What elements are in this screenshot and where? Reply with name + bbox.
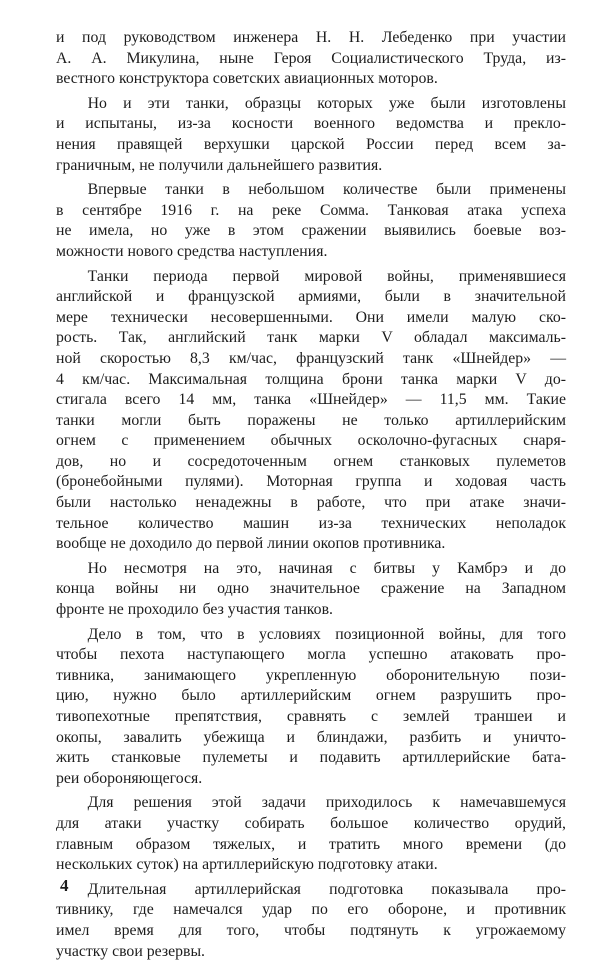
text-line: А. А. Микулина, ныне Героя Социалистического Труда, из- xyxy=(56,49,566,67)
text-line: тивнику, где намечался удар по его обороне, и противник xyxy=(56,901,566,919)
text-line: окопы, завалить убежища и блиндажи, разбить и уничто- xyxy=(56,728,566,746)
text-line: стигала всего 14 мм, танка «Шнейдер» — 11,5 мм. Такие xyxy=(56,391,566,409)
text-line: реи обороняющегося. xyxy=(56,769,203,787)
text-line: Для решения этой задачи приходилось к намечавшемуся xyxy=(87,794,566,812)
text-line: Дело в том, что в условиях позиционной войны, для того xyxy=(87,625,566,643)
text-line: и испытаны, из-за косности военного ведомства и прекло- xyxy=(56,115,566,133)
text-line: вестного конструктора советских авиационных моторов. xyxy=(56,70,438,88)
text-line: и под руководством инженера Н. Н. Лебеденко при участии xyxy=(56,29,566,46)
paragraph xyxy=(56,94,566,176)
text-line: были настолько ненадежны в работе, что при атаке значи- xyxy=(56,494,566,512)
text-line: для атаки участку собирать большое количество орудий, xyxy=(56,814,566,832)
text-line: рость. Так, английский танк марки V обладал максималь- xyxy=(56,329,566,347)
page-number: 4 xyxy=(60,876,69,895)
text-line: имел время для того, чтобы подтянуть к угрожаемому xyxy=(56,921,566,939)
text-line: главным образом тяжелых, и тратить много времени (до xyxy=(56,835,566,853)
text-line: мере технически несовершенными. Они имели малую ско- xyxy=(56,308,566,326)
paragraph xyxy=(56,559,566,621)
text-line: 4 км/час. Максимальная толщина брони танка марки V до- xyxy=(56,370,566,388)
text-line: Танки периода первой мировой войны, применявшиеся xyxy=(87,267,566,285)
text-line: Но несмотря на это, начиная с битвы у Камбрэ и до xyxy=(87,559,566,577)
text-line: огнем с применением обычных осколочно-фугасных снаря- xyxy=(56,432,566,450)
text-line: тивника, занимающего укрепленную оборонительную пози- xyxy=(56,666,566,684)
text-line: в сентябре 1916 г. на реке Сомма. Танковая атака успеха xyxy=(56,201,566,219)
text-line: фронте не проходило без участия танков. xyxy=(56,601,333,619)
text-line: тельное количество машин из-за технических неполадок xyxy=(56,514,566,532)
paragraph xyxy=(56,28,566,90)
text-line: граничным, не получили дальнейшего развития. xyxy=(56,156,383,174)
text-line: не имела, но уже в этом сражении выявились боевые воз- xyxy=(56,222,566,240)
text-line: (бронебойными пулями). Моторная группа и ходовая часть xyxy=(56,473,566,491)
text-line: чтобы пехота наступающего могла успешно атаковать про- xyxy=(56,646,566,664)
text-line: танки могли быть поражены не только артиллерийским xyxy=(56,411,566,429)
paragraph xyxy=(56,267,566,555)
text-line: нескольких суток) на артиллерийскую подготовку атаки. xyxy=(56,856,438,874)
text-line: тивопехотные препятствия, сравнять с землей траншеи и xyxy=(56,708,566,725)
text-line: ной скоростью 8,3 км/час, французский танк «Шнейдер» — xyxy=(56,349,566,367)
text-line: участку свои резервы. xyxy=(56,942,206,960)
paragraph xyxy=(56,880,566,962)
text-line: Длительная артиллерийская подготовка показывала про- xyxy=(87,880,566,898)
paragraph xyxy=(56,793,566,875)
text-line: жить станковые пулеметы и подавить артиллерийские бата- xyxy=(56,749,566,767)
text-line: можности нового средства наступления. xyxy=(56,242,328,260)
text-line: конца войны ни одно значительное сражение на Западном xyxy=(56,580,566,598)
text-line: Впервые танки в небольшом количестве были применены xyxy=(87,181,566,199)
text-line: дов, но и сосредоточенным огнем станковых пулеметов xyxy=(56,452,566,470)
paragraph xyxy=(56,625,566,790)
text-line: нения правящей верхушки царской России перед всем за- xyxy=(56,135,566,153)
text-line: цию, нужно было артиллерийским огнем разрушить про- xyxy=(56,687,566,705)
text-line: английской и французской армиями, были в значительной xyxy=(56,288,566,306)
text-line: вообще не доходило до первой линии окопов противника. xyxy=(56,535,446,553)
text-line: Но и эти танки, образцы которых уже были изготовлены xyxy=(87,94,566,112)
paragraph xyxy=(56,180,566,262)
page-text xyxy=(56,28,566,966)
